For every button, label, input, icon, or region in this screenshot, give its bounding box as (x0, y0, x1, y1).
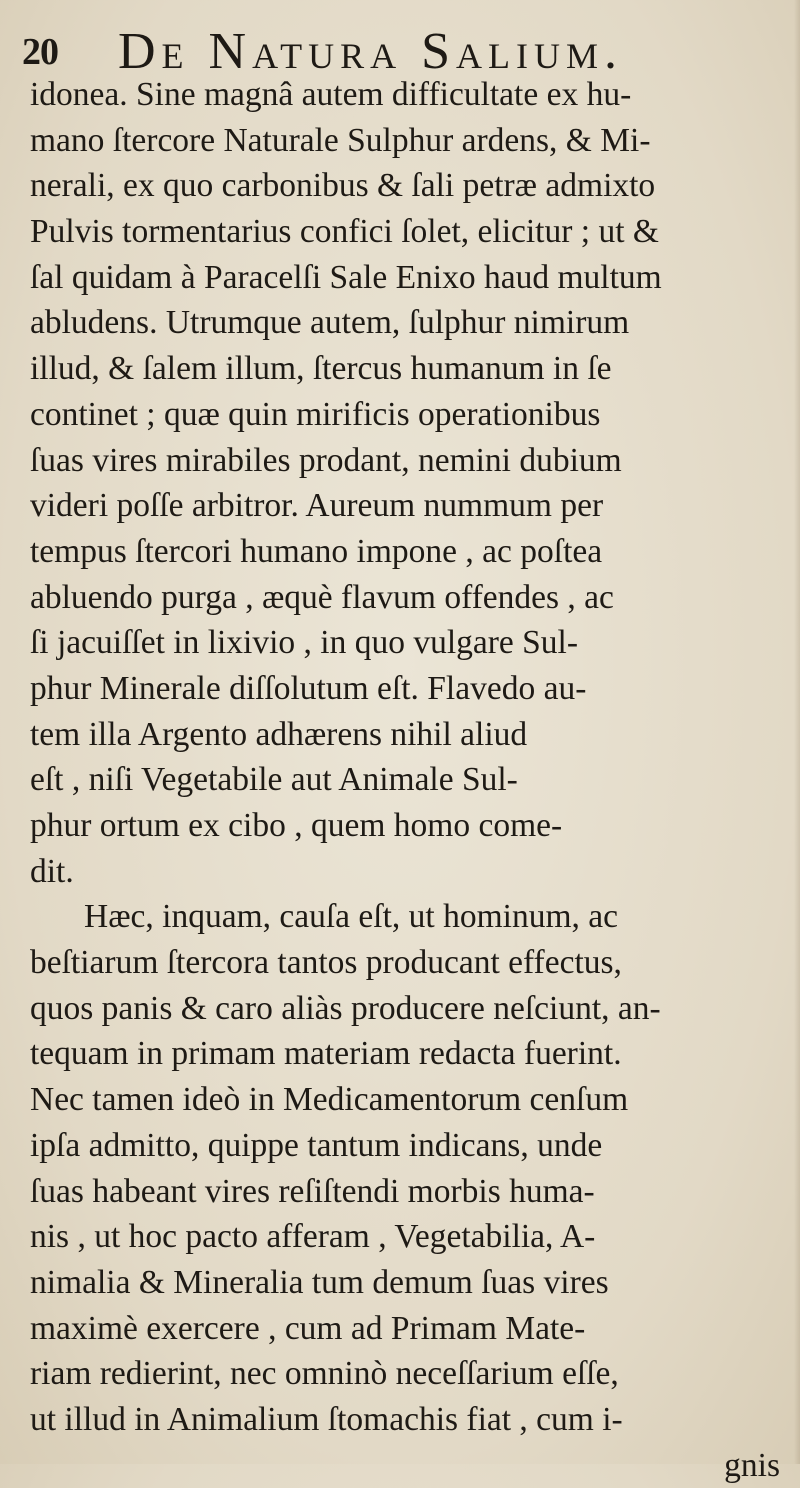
text-line: nerali, ex quo carbonibus & ſali petræ admixto (30, 167, 656, 205)
text-line: dit. (30, 852, 74, 890)
text-line: nis , ut hoc pacto afferam , Vegetabilia, A- (30, 1218, 596, 1256)
page-header (22, 18, 782, 78)
text-line: riam redierint, nec omninò neceſſarium eſſe, (30, 1355, 619, 1393)
catchword: gnis (724, 1446, 780, 1484)
text-line: ipſa admitto, quippe tantum indicans, unde (30, 1126, 603, 1164)
text-line: tempus ſtercori humano impone , ac poſtea (30, 532, 603, 570)
text-line: ſal quidam à Paracelſi Sale Enixo haud multum (30, 258, 662, 296)
text-line: nimalia & Mineralia tum demum ſuas vires (30, 1263, 609, 1301)
text-line: eſt , niſi Vegetabile aut Animale Sul- (30, 761, 518, 799)
text-line: ut illud in Animalium ſtomachis fiat , cum i- (30, 1400, 623, 1438)
text-line: Hæc, inquam, cauſa eſt, ut hominum, ac (84, 898, 619, 936)
text-line: maximè exercere , cum ad Primam Mate- (30, 1309, 586, 1347)
text-line: ſuas vires mirabiles prodant, nemini dubium (30, 441, 622, 479)
text-line: mano ſtercore Naturale Sulphur ardens, & Mi- (30, 121, 651, 159)
text-line: abludens. Utrumque autem, ſulphur nimirum (30, 304, 630, 342)
text-line: continet ; quæ quin mirificis operationibus (30, 395, 601, 433)
text-line: Pulvis tormentarius confici ſolet, elicitur ; ut & (30, 213, 659, 251)
text-line: tequam in primam materiam redacta fuerint. (30, 1035, 622, 1073)
text-line: ſuas habeant vires reſiſtendi morbis huma- (30, 1172, 595, 1210)
text-line: phur Minerale diſſolutum eſt. Flavedo au- (30, 669, 587, 707)
text-line: Nec tamen ideò in Medicamentorum cenſum (30, 1081, 629, 1119)
page-number: 20 (22, 31, 58, 73)
text-line: quos panis & caro aliàs producere neſciunt, an- (30, 989, 661, 1027)
text-line: abluendo purga , æquè flavum offendes , ac (30, 578, 614, 616)
text-line: tem illa Argento adhærens nihil aliud (30, 715, 528, 753)
paper-edge-shadow (794, 0, 800, 1464)
text-line: illud, & ſalem illum, ſtercus humanum in ſe (30, 350, 612, 388)
text-line: phur ortum ex cibo , quem homo come- (30, 807, 563, 844)
text-line: idonea. Sine magnâ autem difficultate ex hu- (30, 76, 632, 113)
running-title: De Natura Salium. (118, 23, 624, 80)
text-line: beſtiarum ſtercora tantos producant effectus, (30, 944, 622, 982)
body-text (30, 72, 790, 1488)
text-line: ſi jacuiſſet in lixivio , in quo vulgare Sul- (30, 624, 579, 662)
text-line: videri poſſe arbitror. Aureum nummum per (30, 487, 604, 525)
